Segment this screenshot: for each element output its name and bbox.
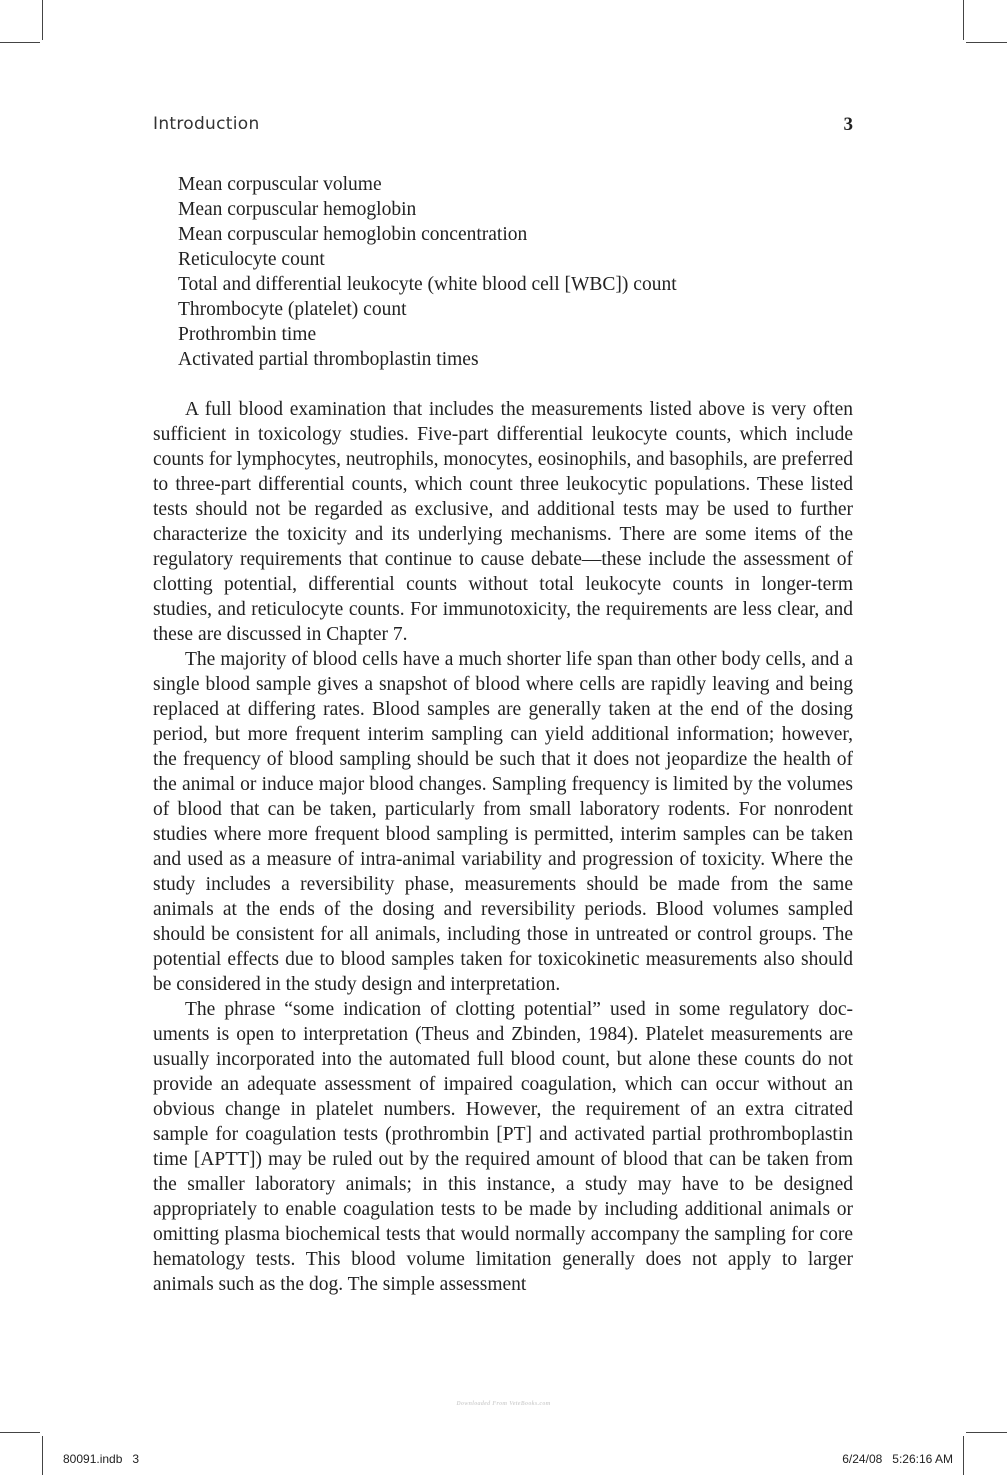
hematology-test-list: [178, 172, 677, 372]
running-head-title: Introduction: [153, 114, 260, 134]
running-head: [153, 114, 853, 138]
paragraph: A full blood examination that includes the measurements listed above is very often sufficient in toxicology studies. Five-part differential leukocyte counts, which include counts for lymphocytes, neutrophils, monocytes, eosinophils, and basophils, are preferred to three-part differential counts, which count three leukocytic populations. These listed tests should not be regarded as exclusive, and additional tests may be used to further characterize the toxicity and its underlying mechanisms. There are some items of the regulatory requirements that continue to cause debate—these include the assessment of clotting potential, differential counts without total leukocyte counts in longer-term studies, and reticulocyte counts. For immunotoxicity, the requirements are less clear, and these are discussed in Chapter 7.: [153, 399, 853, 645]
paragraph: The majority of blood cells have a much shorter life span than other body cells, and a single blood sample gives a snapshot of blood where cells are rapidly leaving and being replaced at differing rates. Blood samples are generally taken at the end of the dosing period, but more frequent interim sampling can yield additional information; however, the frequency of blood sampling should be such that it does not jeopardize the health of the animal or induce major blood changes. Sampling frequency is limited by the volumes of blood that can be taken, particularly from small laboratory rodents. For nonrodent studies where more frequent blood sampling is permitted, interim samples can be taken and used as a measure of intra-animal variability and progression of toxicity. Where the study includes a reversibility phase, measurements should be made from the same animals at the ends of the dosing and reversibility periods. Blood volumes sampled should be consistent for all animals, including those in untreated or control groups. The potential effects due to blood samples taken for toxicokinetic measurements also should be considered in the study design and interpretation.: [153, 649, 853, 995]
page-number: 3: [843, 114, 853, 135]
list-item: Activated partial thromboplastin times: [178, 349, 479, 370]
list-item: Mean corpuscular hemoglobin concentration: [178, 224, 528, 245]
crop-mark: [42, 1436, 43, 1475]
list-item: Total and differential leukocyte (white blood cell [WBC]) count: [178, 274, 677, 295]
list-item: Mean corpuscular hemoglobin: [178, 199, 417, 220]
list-item: Prothrombin time: [178, 324, 317, 345]
crop-mark: [963, 0, 964, 40]
body-text: [153, 397, 853, 1297]
list-item: Mean corpuscular volume: [178, 174, 382, 195]
crop-mark: [0, 42, 40, 43]
list-item: Thrombocyte (platelet) count: [178, 299, 407, 320]
footer-file-info: 80091.indb 3: [63, 1452, 140, 1466]
watermark: Downloaded From VeteBooks.com: [456, 1401, 551, 1407]
list-item: Reticulocyte count: [178, 249, 325, 270]
crop-mark: [966, 1432, 1007, 1433]
paragraph: The phrase “some indication of clotting potential” used in some regulatory documents is open to interpretation (Theus and Zbinden, 1984). Platelet measurements are usually incorporated into the automated full blood count, but alone these counts do not provide an adequate assessment of impaired coagulation, which can occur without an obvious change in platelet numbers. However, the requirement of an extra citrated sample for coagulation tests (prothrombin [PT] and activated partial prothromboplastin time [APTT]) may be ruled out by the required amount of blood that can be taken from the smaller laboratory animals; in this instance, a study may have to be designed appropriately to enable coagulation tests to be made by including additional animals or omitting plasma biochemical tests that would normally accompany the sampling for core hematology tests. This blood volume limitation generally does not apply to larger animals such as the dog. The simple assessment: [153, 999, 853, 1295]
crop-mark: [966, 42, 1007, 43]
crop-mark: [0, 1432, 40, 1433]
crop-mark: [42, 0, 43, 40]
footer-timestamp: 6/24/08 5:26:16 AM: [842, 1452, 953, 1466]
crop-mark: [963, 1436, 964, 1475]
